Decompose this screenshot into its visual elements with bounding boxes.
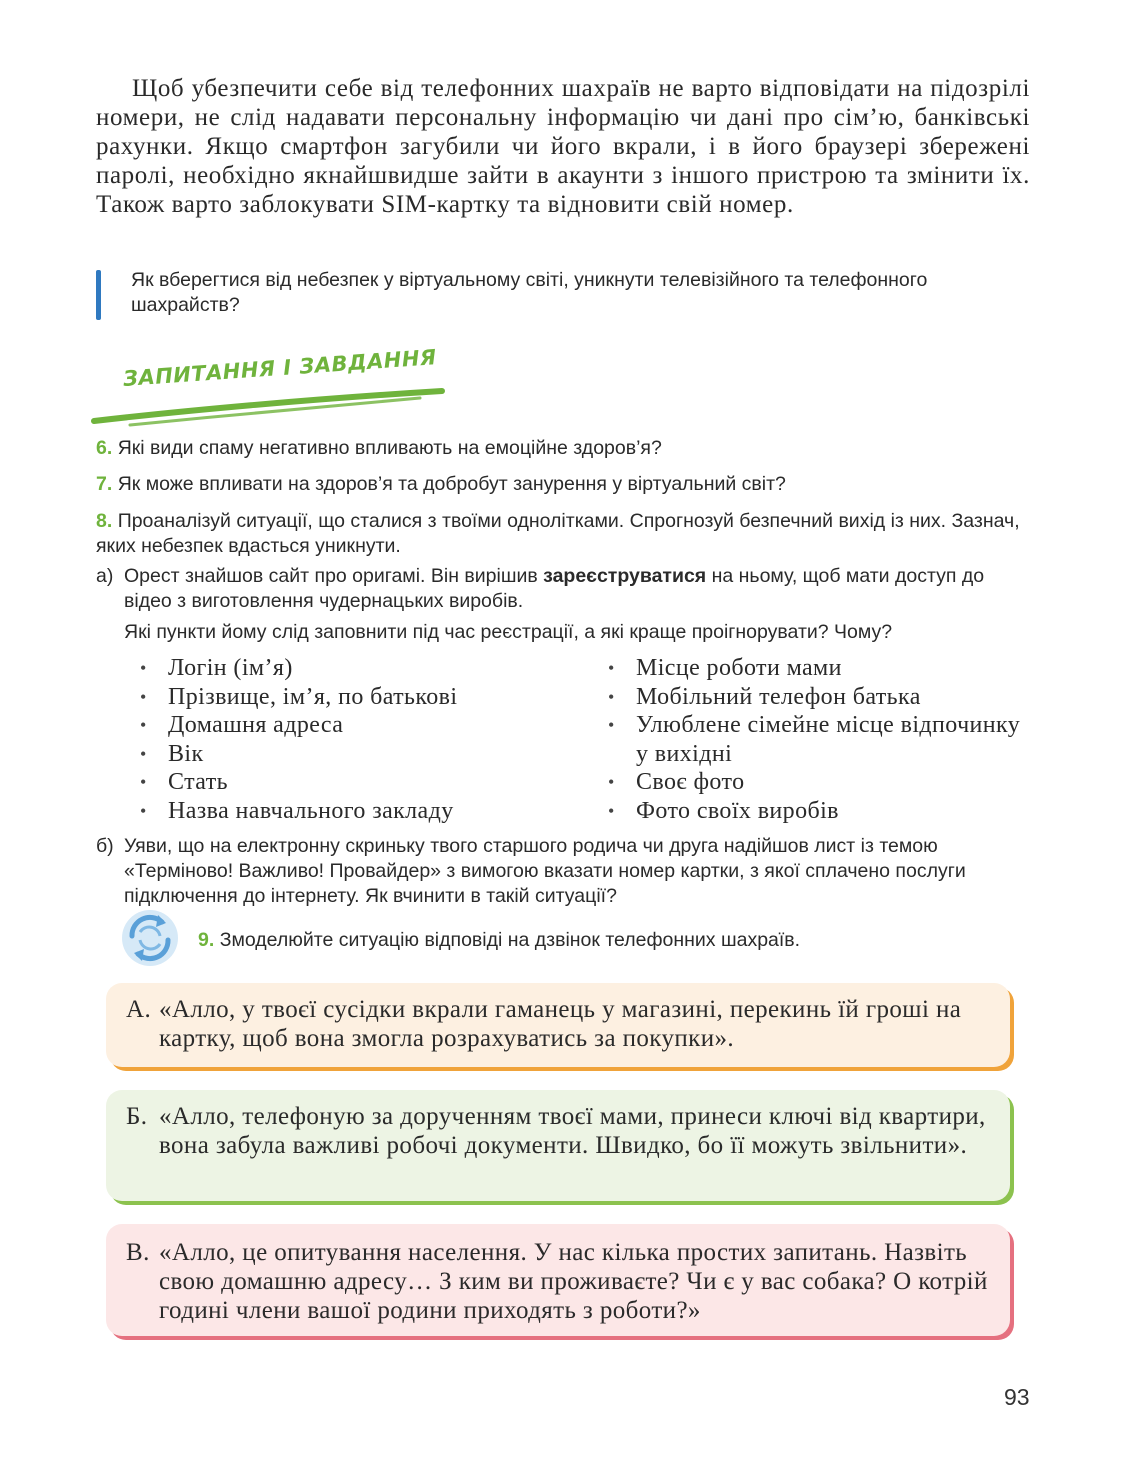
situation-marker: б) — [96, 835, 114, 857]
question-text: Проаналізуй ситуації, що сталися з твоїми однолітками. Спрогнозуй безпечний вихід із них. Зазнач, яких небезпек вдасться уникнути. — [96, 510, 1020, 557]
list-item — [608, 797, 1033, 826]
list-item — [140, 797, 590, 826]
task-9 — [118, 906, 1018, 972]
reflection-block — [96, 268, 1036, 322]
recycle-arrows-icon — [118, 906, 182, 970]
list-item-text: Логін (ім’я) — [168, 655, 293, 681]
list-item — [140, 740, 590, 769]
situation-text-part: на ньому, щоб мати доступ до відео з виготовлення чудернацьких виробів. — [124, 565, 985, 612]
situation-text — [124, 564, 1031, 645]
list-item-text: Стать — [168, 769, 228, 796]
bullet: • — [140, 658, 147, 678]
list-item — [608, 711, 1033, 768]
list-item-text: Назва навчального закладу — [168, 797, 454, 824]
list-item-text: Мобільний телефон батька — [636, 683, 921, 710]
list-item-text: Домашня адреса — [168, 712, 344, 739]
situation-bold-word: зареєструватися — [543, 565, 707, 587]
task-number: 9. — [198, 929, 215, 951]
situation-text-part: Орест знайшов сайт про оригамі. Він вирішив — [124, 565, 544, 587]
intro-text: Щоб убезпечити себе від телефонних шахраїв не варто відповідати на підозрілі номери, не слід надавати персональну інформацію чи дані про сім’ю, банківські рахунки. Якщо смартфон загубили чи його вкрали, і в його браузері збережені паролі, необхідно якнайшвидше зайти в акаунти з іншого пристрою та змінити їх. Також варто заблокувати SIM-картку та відновити свій номер. — [96, 75, 1030, 218]
section-title: ЗАПИТАННЯ І ЗАВДАННЯ — [122, 345, 438, 391]
bullet: • — [608, 800, 615, 821]
card-letter: Б. — [126, 1103, 148, 1130]
list-item-text: Прізвище, ім’я, по батькові — [168, 683, 458, 710]
card-text: «Алло, це опитування населення. У нас кілька простих запитань. Назвіть свою домашню адресу… З ким ви проживаєте? Чи є у вас собака? О котрій годині члени вашої родини приходять з роботи?» — [159, 1239, 988, 1324]
bullet: • — [140, 772, 147, 793]
list-item — [608, 768, 1033, 797]
question-number: 6. — [96, 437, 113, 459]
bullet: • — [140, 800, 147, 821]
bullet: • — [608, 686, 615, 707]
question-8 — [96, 509, 1031, 559]
situation-text: Уяви, що на електронну скриньку твого старшого родича чи друга надійшов лист із темою «Терміново! Важливо! Провайдер» з вимогою вказати номер картки, з якої сплачено послуги підключення до інтернету. Як вчинити в такій ситуації? — [124, 835, 966, 907]
intro-paragraph — [96, 74, 1030, 219]
registration-list-left — [140, 654, 590, 826]
list-item — [140, 683, 590, 712]
reflection-bar — [96, 270, 101, 320]
bullet: • — [608, 772, 615, 793]
reflection-question: Як вберегтися від небезпек у віртуальному світі, уникнути телевізійного та телефонного шахрайств? — [131, 269, 928, 316]
question-number: 8. — [96, 510, 113, 532]
list-item — [608, 654, 1033, 683]
list-item-text: Місце роботи мами — [636, 655, 842, 681]
list-item — [140, 654, 590, 683]
card-letter: А. — [126, 996, 152, 1023]
question-7 — [96, 472, 1031, 497]
question-6 — [96, 436, 1031, 461]
page-number: 93 — [1004, 1384, 1030, 1410]
scenario-card-b — [106, 1090, 1010, 1201]
section-heading — [90, 345, 450, 435]
list-item-text: Вік — [168, 740, 204, 767]
card-letter: В. — [126, 1239, 150, 1266]
task-9-text — [198, 929, 800, 952]
question-text: Як може впливати на здоров’я та добробут занурення у віртуальний світ? — [117, 473, 786, 495]
situation-marker: а) — [96, 565, 114, 587]
list-item-text: Своє фото — [636, 769, 745, 796]
list-item-text: Фото своїх виробів — [636, 797, 839, 824]
scenario-card-a — [106, 983, 1010, 1067]
bullet: • — [140, 743, 147, 764]
question-number: 7. — [96, 473, 113, 495]
bullet: • — [608, 715, 615, 736]
list-item — [608, 683, 1033, 712]
card-text: «Алло, у твоєї сусідки вкрали гаманець у магазині, перекинь їй гроші на картку, щоб вона змогла розрахуватись за покупки». — [159, 996, 962, 1052]
bullet: • — [608, 658, 615, 678]
bullet: • — [140, 686, 147, 707]
registration-list-right — [608, 654, 1033, 826]
list-item — [140, 768, 590, 797]
question-text: Які види спаму негативно впливають на емоційне здоров’я? — [117, 437, 662, 459]
card-text: «Алло, телефоную за дорученням твоєї мами, принеси ключі від квартири, вона забула важливі робочі документи. Швидко, бо її можуть звільнити». — [159, 1103, 986, 1159]
task-text: Змоделюйте ситуацію відповіді на дзвінок телефонних шахраїв. — [219, 929, 801, 951]
list-item-text: Улюблене сімейне місце відпочинку у вихідні — [636, 712, 1021, 767]
situation-question: Які пункти йому слід заповнити під час реєстрації, а які краще проігнорувати? Чому? — [124, 621, 893, 643]
scenario-card-c — [106, 1224, 1010, 1336]
bullet: • — [140, 715, 147, 736]
list-item — [140, 711, 590, 740]
